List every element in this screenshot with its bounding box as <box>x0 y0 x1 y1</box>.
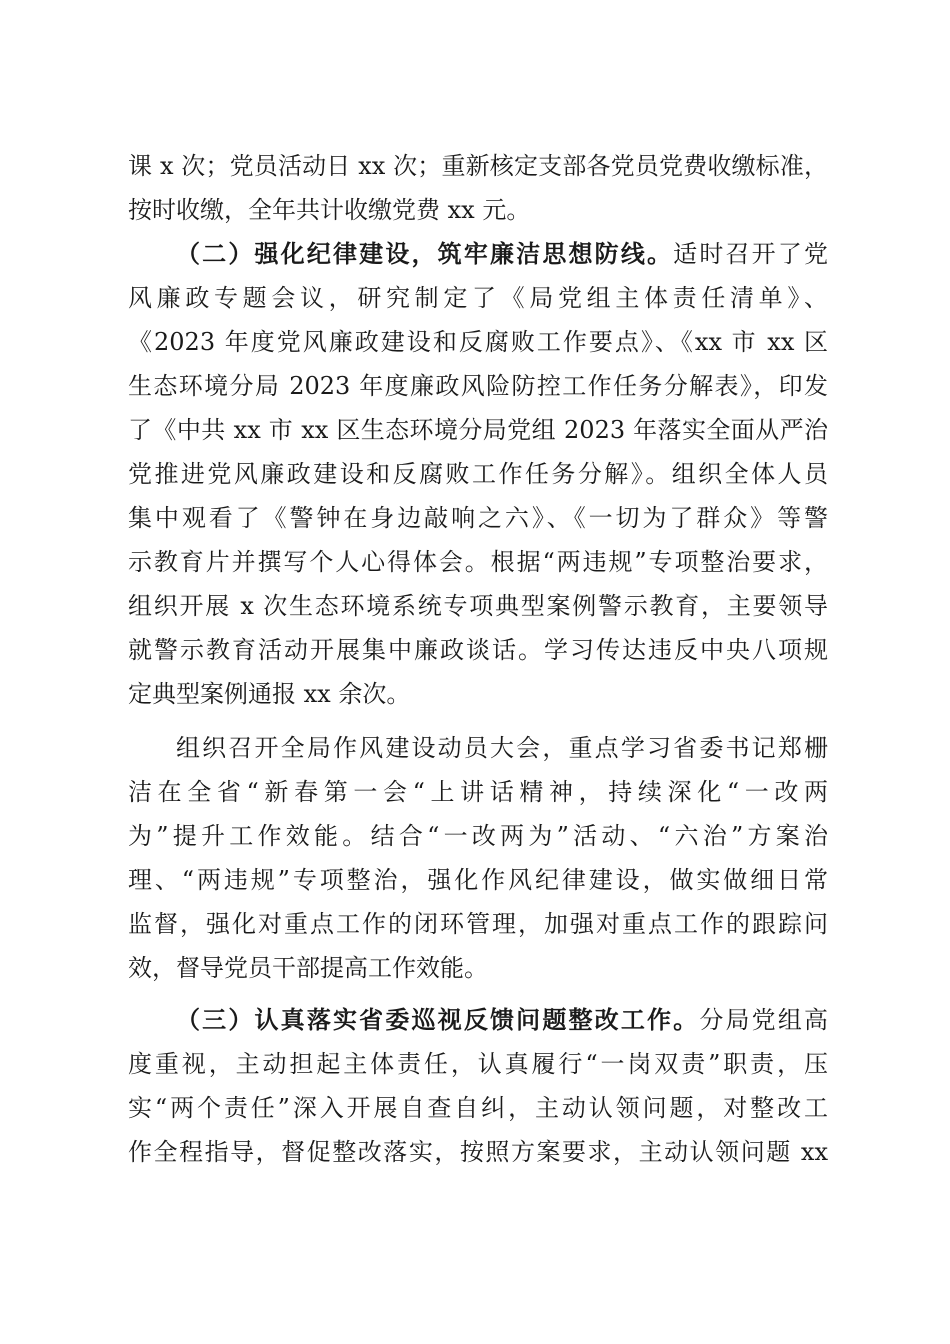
paragraph-line: 组织开展 x 次生态环境系统专项典型案例警示教育，主要领导 <box>128 592 828 620</box>
paragraph-line: 风廉政专题会议，研究制定了《局党组主体责任清单》、 <box>128 284 828 312</box>
paragraph-line: 理、“两违规”专项整治，强化作风纪律建设，做实做细日常 <box>128 866 828 894</box>
paragraph-line: 了《中共 xx 市 xx 区生态环境分局党组 2023 年落实全面从严治 <box>128 416 828 444</box>
paragraph-first-line <box>176 238 828 270</box>
paragraph-line: 为”提升工作效能。结合“一改两为”活动、“六治”方案治 <box>128 822 828 850</box>
section-heading: （二）强化纪律建设，筑牢廉洁思想防线。 <box>176 239 674 268</box>
section-heading: （三）认真落实省委巡视反馈问题整改工作。 <box>176 1005 700 1034</box>
paragraph-line: 党推进党风廉政建设和反腐败工作任务分解》。组织全体人员 <box>128 460 828 488</box>
paragraph-text: 适时召开了党 <box>673 240 829 268</box>
paragraph-line: 按时收缴，全年共计收缴党费 xx 元。 <box>128 196 531 224</box>
paragraph-first-line: 组织召开全局作风建设动员大会，重点学习省委书记郑栅 <box>176 734 828 762</box>
paragraph-text: 分局党组高 <box>699 1006 829 1034</box>
paragraph-line: 《2023 年度党风廉政建设和反腐败工作要点》、《xx 市 xx 区 <box>128 328 828 356</box>
paragraph-line: 度重视，主动担起主体责任，认真履行“一岗双责”职责，压 <box>128 1050 828 1078</box>
paragraph-line: 集中观看了《警钟在身边敲响之六》、《一切为了群众》等警 <box>128 504 828 532</box>
paragraph-line: 洁在全省“新春第一会“上讲话精神，持续深化“一改两 <box>128 778 828 806</box>
paragraph-line: 效，督导党员干部提高工作效能。 <box>128 954 488 982</box>
paragraph-line: 定典型案例通报 xx 余次。 <box>128 680 411 708</box>
paragraph-line: 示教育片并撰写个人心得体会。根据“两违规”专项整治要求， <box>128 548 828 576</box>
paragraph-first-line <box>176 1004 828 1036</box>
paragraph-line: 就警示教育活动开展集中廉政谈话。学习传达违反中央八项规 <box>128 636 828 664</box>
paragraph-line: 生态环境分局 2023 年度廉政风险防控工作任务分解表》，印发 <box>128 372 828 400</box>
paragraph-line: 作全程指导，督促整改落实，按照方案要求，主动认领问题 xx <box>128 1138 828 1166</box>
paragraph-line: 实“两个责任”深入开展自查自纠，主动认领问题，对整改工 <box>128 1094 828 1122</box>
paragraph-line: 监督，强化对重点工作的闭环管理，加强对重点工作的跟踪问 <box>128 910 828 938</box>
paragraph-line: 课 x 次；党员活动日 xx 次；重新核定支部各党员党费收缴标准， <box>128 152 828 180</box>
